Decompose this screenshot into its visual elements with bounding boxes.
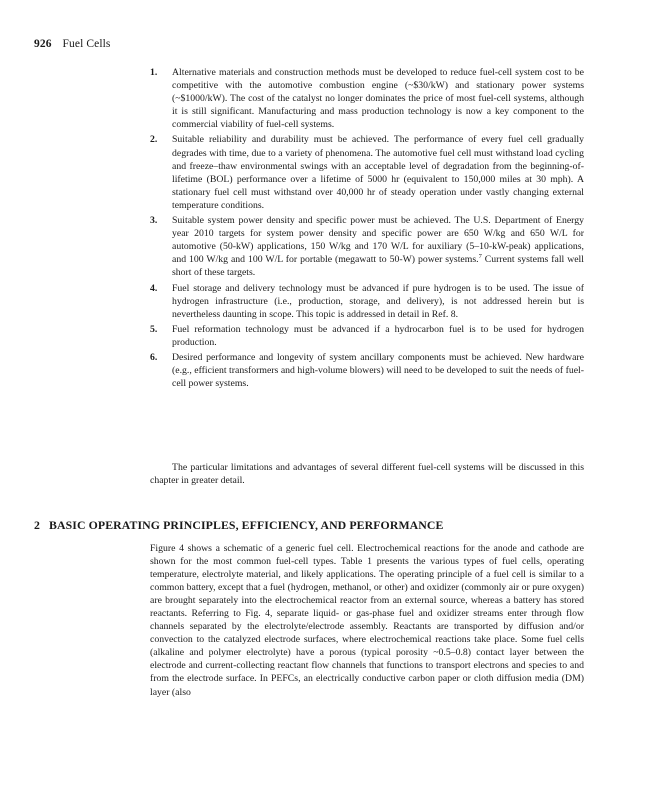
list-text-continued: Current systems fall well short of these targets. <box>172 254 584 279</box>
citation-superscript: 7 <box>478 253 482 261</box>
list-number: 3. <box>150 215 158 227</box>
list-text: Suitable reliability and durability must be achieved. The performance of every fuel cell gradually degrades with time, due to a variety of phenomena. The automotive fuel cell must withstand load cycling and freeze–thaw environmental swings with an acceptable level of degradation from the beginning-of-lifetime (BOL) performance over a lifetime of 5000 hr (equivalent to 150,000 miles at 30 mph). A stationary fuel cell must withstand over 40,000 hr of steady operation under vastly changing external temperature conditions. <box>172 134 584 211</box>
page-number: 926 <box>34 38 52 50</box>
list-item <box>150 133 584 212</box>
list-item <box>150 66 584 131</box>
section-number: 2 <box>34 518 40 532</box>
list-number: 2. <box>150 134 158 146</box>
body-paragraph: Figure 4 shows a schematic of a generic fuel cell. Electrochemical reactions for the anode and cathode are shown for the most common fuel-cell types. Table 1 presents the various types of fuel cells, operating temperature, electrolyte material, and likely applications. The operating principle of a fuel cell is similar to a common battery, except that a fuel (hydrogen, methanol, or other) and oxidizer (commonly air or pure oxygen) are brought separately into the electrochemical reactor from an external source, whereas a battery has stored reactants. Referring to Fig. 4, separate liquid- or gas-phase fuel and oxidizer streams enter through flow channels separated by the electrolyte/electrode assembly. Reactants are transported by diffusion and/or convection to the catalyzed electrode surfaces, where electrochemical reactions take place. Some fuel cells (alkaline and polymer electrolyte) have a porous (typical porosity ~0.5–0.8) contact layer between the electrode and current-collecting reactant flow channels that functions to transport electrons and species to and from the electrode surface. In PEFCs, an electrically conductive carbon paper or cloth diffusion media (DM) layer (also <box>150 543 584 698</box>
list-number: 4. <box>150 282 158 294</box>
list-item <box>150 282 584 321</box>
section-title: BASIC OPERATING PRINCIPLES, EFFICIENCY, AND PERFORMANCE <box>49 518 444 532</box>
section-heading <box>34 518 594 533</box>
list-text: Fuel storage and delivery technology must be advanced if pure hydrogen is to be used. The issue of hydrogen infrastructure (i.e., production, storage, and delivery), is not addressed herein but is nevertheless daunting in scope. This topic is addressed in detail in Ref. 8. <box>172 282 584 320</box>
list-text: Suitable system power density and specific power must be achieved. The U.S. Department of Energy year 2010 targets for system power density and specific power are 650 W/kg and 650 W/L for automotive (50-kW) applications, 150 W/kg and 170 W/L for auxiliary (5–10-kW-peak) applications, and 100 W/kg and 100 W/L for portable (megawatt to 50-W) power systems. <box>172 215 584 266</box>
list-text: Desired performance and longevity of system ancillary components must be achieved. New hardware (e.g., efficient transformers and high-volume blowers) will need to be developed to suit the needs of fuel-cell power systems. <box>172 351 584 390</box>
list-number: 5. <box>150 323 158 335</box>
list-item <box>150 214 584 279</box>
list-text: Alternative materials and construction methods must be developed to reduce fuel-cell system cost to be competitive with the automotive combustion engine (~$30/kW) and stationary power systems (~$1000/kW). The cost of the catalyst no longer dominates the price of most fuel-cell systems, although it is still significant. Manufacturing and mass production technology is now a key component to the commercial viability of fuel-cell systems. <box>172 67 584 131</box>
running-title: Fuel Cells <box>62 38 111 50</box>
requirements-list <box>150 66 584 392</box>
list-item <box>150 351 584 390</box>
list-number: 1. <box>150 67 158 78</box>
closing-paragraph: The particular limitations and advantages of several different fuel-cell systems will be discussed in this chapter in greater detail. <box>150 462 584 487</box>
list-text: Fuel reformation technology must be advanced if a hydrocarbon fuel is to be used for hydrogen production. <box>172 323 584 348</box>
running-head <box>34 38 111 50</box>
list-item <box>150 323 584 349</box>
list-number: 6. <box>150 351 158 363</box>
